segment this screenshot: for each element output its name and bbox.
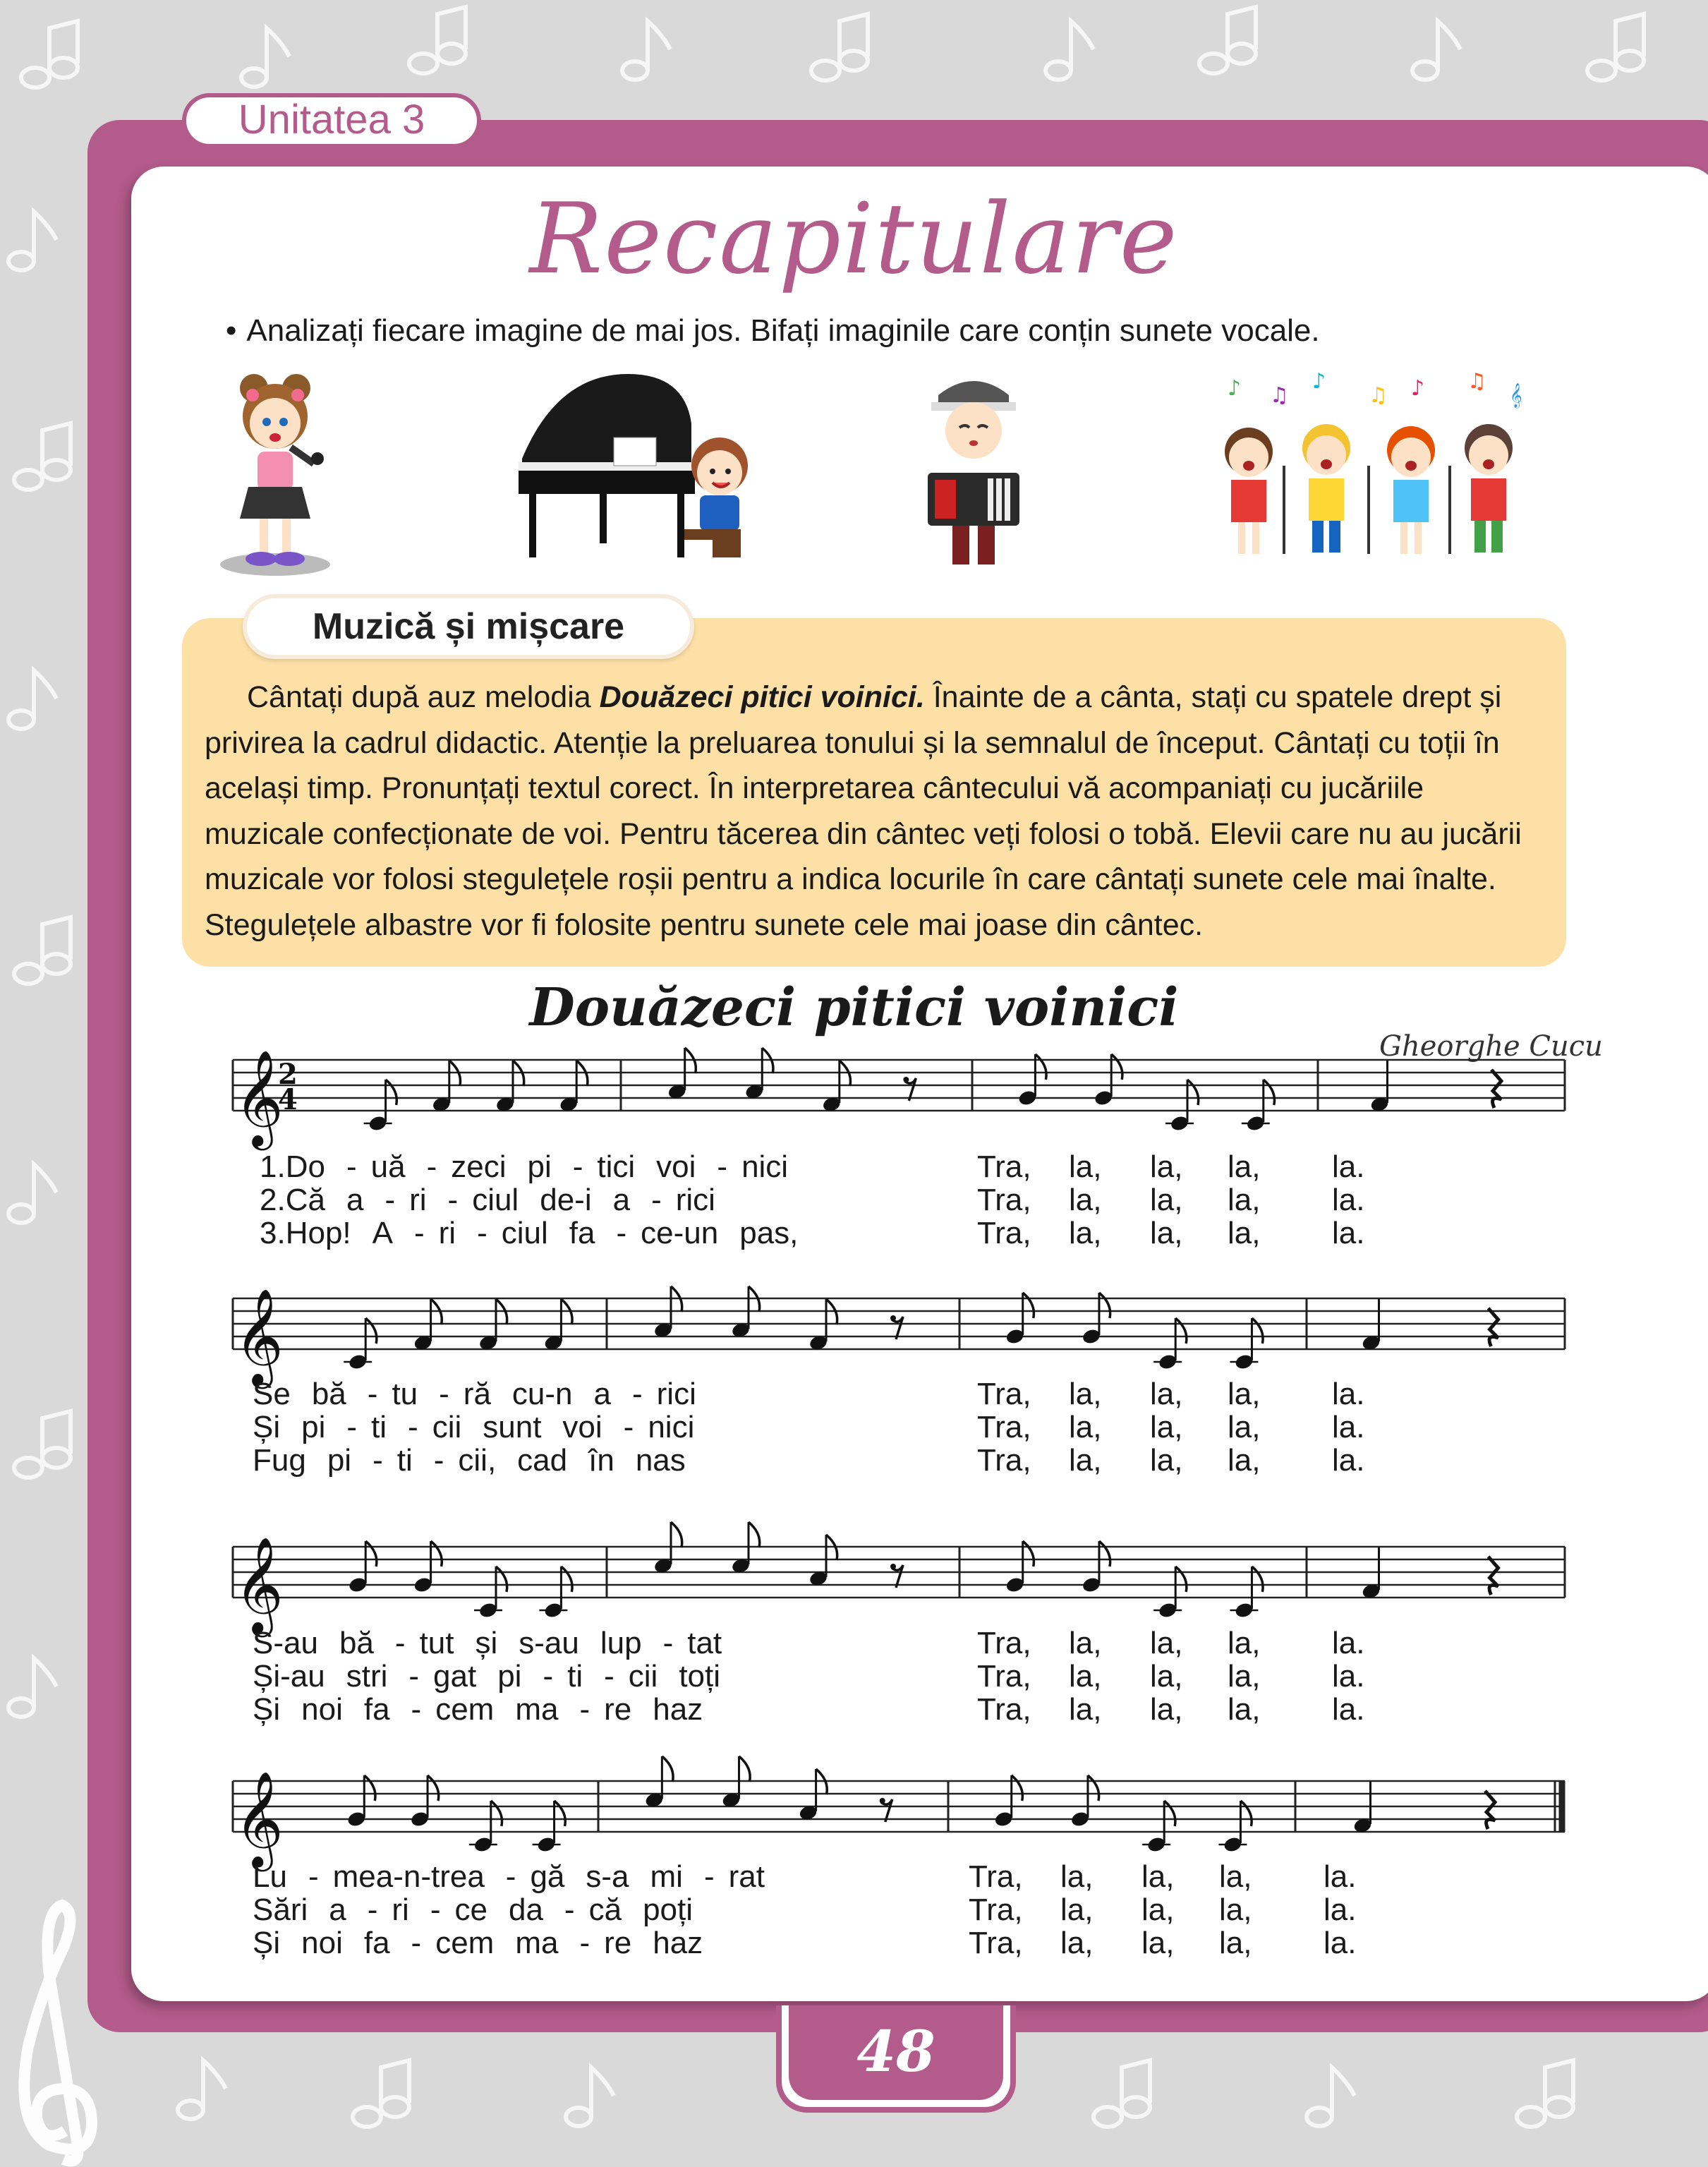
lyric-syllable: ciul (501, 1216, 548, 1250)
refrain-syllable: Tra, (969, 1926, 1023, 1960)
lyric-syllable: nici (648, 1410, 695, 1444)
refrain-syllable: la, (1069, 1377, 1102, 1411)
refrain-syllable: la. (1332, 1626, 1365, 1660)
lyric-syllable: gat (433, 1659, 477, 1694)
refrain-syllable: la, (1069, 1626, 1102, 1660)
lyric-syllable: pas, (739, 1216, 799, 1250)
lyric-line (260, 1217, 819, 1250)
lyric-syllable: poți (643, 1893, 694, 1927)
lyric-line (253, 1860, 786, 1894)
refrain-syllable: la, (1150, 1149, 1183, 1184)
refrain-syllable: la, (1150, 1659, 1183, 1694)
lyric-syllable: cad (517, 1443, 568, 1478)
lyric-line (253, 1893, 714, 1927)
refrain-syllable: la. (1332, 1443, 1365, 1478)
lyric-syllable: cii (628, 1659, 658, 1694)
refrain-syllable: la, (1069, 1692, 1102, 1727)
lyric-syllable: a (329, 1893, 346, 1927)
refrain-syllable: la, (1228, 1443, 1261, 1478)
refrain-syllable: Tra, (977, 1443, 1031, 1478)
lyric-line (253, 1660, 741, 1694)
lyric-syllable: re (604, 1692, 632, 1727)
refrain-syllable: la, (1150, 1626, 1183, 1660)
lyric-syllable: pi (301, 1410, 326, 1444)
refrain-syllable: la, (1141, 1859, 1175, 1894)
eighth-rest-dot (890, 1315, 896, 1321)
lyric-syllable: a (593, 1377, 611, 1411)
refrain-syllable: la. (1332, 1183, 1365, 1217)
refrain-syllable: la, (1141, 1893, 1175, 1927)
note-flag (1252, 1318, 1263, 1344)
lyric-syllable: - (564, 1893, 575, 1927)
lyric-syllable: ti (567, 1659, 583, 1694)
lyric-syllable: - (408, 1410, 418, 1444)
lyric-syllable: - (439, 1377, 449, 1411)
refrain-syllable: la, (1150, 1410, 1183, 1444)
lyric-syllable: 3.Hop! (260, 1216, 351, 1250)
lyric-syllable: - (433, 1443, 444, 1478)
lyric-syllable: - (367, 1377, 378, 1411)
refrain-syllable: la, (1069, 1410, 1102, 1444)
refrain-syllable: la, (1060, 1893, 1094, 1927)
lyric-syllable: - (623, 1410, 634, 1444)
note-flag (1035, 1054, 1046, 1080)
lyric-syllable: a (612, 1183, 631, 1217)
note-flag (1012, 1775, 1023, 1801)
lyric-syllable: bă (339, 1626, 374, 1660)
lyric-syllable: - (651, 1183, 662, 1217)
unit-label: Unitatea 3 (238, 97, 425, 143)
lyric-syllable: - (447, 1183, 459, 1217)
lyric-line (253, 1411, 715, 1444)
note-flag (739, 1756, 750, 1782)
lyric-syllable: - (543, 1659, 554, 1694)
lyric-syllable: - (572, 1149, 583, 1184)
lyric-syllable: mea-n-trea (332, 1859, 485, 1894)
refrain-syllable: la, (1060, 1926, 1094, 1960)
refrain-syllable: la, (1060, 1859, 1094, 1894)
lyric-syllable: pi (527, 1149, 552, 1184)
treble-clef-icon: 𝄞 (234, 1287, 284, 1384)
lyric-syllable: și (475, 1626, 498, 1660)
lyric-syllable: rici (675, 1183, 715, 1217)
refrain-syllable: Tra, (977, 1659, 1031, 1694)
lyric-syllable: că (588, 1893, 622, 1927)
lyric-syllable: cii (432, 1410, 462, 1444)
quarter-rest (1485, 1791, 1495, 1829)
refrain-syllable: la. (1332, 1659, 1365, 1694)
lyric-syllable: sunt (483, 1410, 542, 1444)
lyric-syllable: 2.Că (260, 1183, 325, 1217)
svg-text:♫: ♫ (1270, 383, 1289, 408)
lyric-syllable: s-au (519, 1626, 579, 1660)
lyric-syllable: Și (253, 1692, 281, 1727)
lyric-syllable: haz (653, 1692, 703, 1727)
refrain-syllable: Tra, (969, 1859, 1023, 1894)
lyric-syllable: S-au (253, 1626, 318, 1660)
note-flag (1099, 1293, 1110, 1318)
lyric-syllable: gă (530, 1859, 565, 1894)
refrain-syllable: la, (1069, 1659, 1102, 1694)
lyric-syllable: cii, (458, 1443, 497, 1478)
quarter-rest (1491, 1070, 1501, 1108)
lyric-line (253, 1444, 707, 1478)
refrain-syllable: la. (1324, 1859, 1357, 1894)
refrain-syllable: la, (1219, 1859, 1252, 1894)
refrain-syllable: la, (1150, 1183, 1183, 1217)
lyric-syllable: ce (454, 1893, 487, 1927)
refrain-syllable: Tra, (977, 1692, 1031, 1727)
refrain-syllable: Tra, (977, 1149, 1031, 1184)
lyric-syllable: ri (409, 1183, 427, 1217)
lyric-syllable: Fug (253, 1443, 306, 1478)
note-flag (1175, 1567, 1187, 1592)
note-flag (561, 1567, 572, 1592)
note-flag (1023, 1541, 1034, 1567)
lyric-syllable: a (346, 1183, 364, 1217)
lyric-syllable: - (414, 1216, 425, 1250)
note-flag (1088, 1775, 1099, 1801)
lyric-syllable: - (411, 1692, 422, 1727)
section-title: Muzică și mișcare (243, 594, 694, 659)
lyric-syllable: pi (327, 1443, 352, 1478)
refrain-syllable: la, (1069, 1216, 1102, 1250)
lyric-syllable: - (632, 1377, 643, 1411)
svg-text:♪: ♪ (1411, 376, 1425, 401)
lyric-syllable: ră (463, 1377, 491, 1411)
lyric-syllable: - (430, 1893, 441, 1927)
lyric-syllable: - (579, 1926, 590, 1960)
lyric-syllable: - (426, 1149, 437, 1184)
note-flag (1023, 1293, 1034, 1318)
lyric-syllable: ti (396, 1443, 413, 1478)
lyric-syllable: pi (497, 1659, 522, 1694)
eighth-rest-dot (903, 1077, 909, 1082)
note-flag (662, 1756, 673, 1782)
refrain-syllable: la, (1228, 1149, 1261, 1184)
lyric-syllable: voi (656, 1149, 696, 1184)
lyric-syllable: re (604, 1926, 632, 1960)
lyric-syllable: - (384, 1183, 396, 1217)
lyric-syllable: în (588, 1443, 614, 1478)
svg-text:♫: ♫ (1467, 369, 1486, 394)
lyric-syllable: - (408, 1659, 420, 1694)
note-flag (1240, 1801, 1252, 1826)
lyric-syllable: cem (435, 1926, 495, 1960)
instruction-text: Analizați fiecare imagine de mai jos. Bifați imaginile care conțin sunete vocale. (246, 313, 1320, 348)
note-flag (1164, 1801, 1175, 1826)
refrain-syllable: la, (1228, 1410, 1261, 1444)
lyric-syllable: Și (253, 1410, 281, 1444)
refrain-syllable: Tra, (977, 1216, 1031, 1250)
note-flag (1187, 1080, 1199, 1105)
section-text-body: Înainte de a cânta, stați cu spatele drept și privirea la cadrul didactic. Atenție la preluarea tonului și la semnalul de început. Cântați cu toții în același timp. Pronunțați textul corect. În interpretarea cântecului vă acompaniați cu jucăriile muzicale confecționate de voi. Pentru tăcerea din cântec veți folosi o tobă. Elevii care nu au jucării muzicale vor folosi stegulețele roșii pentru a indica locurile în care cântați sunete cele mai înalte. Stegulețele albastre vor fi folosite pentru sunete cele mai joase din cântec. (205, 680, 1522, 942)
lyric-syllable: bă (311, 1377, 346, 1411)
refrain-syllable: la, (1150, 1216, 1183, 1250)
lyric-syllable: ma (515, 1692, 559, 1727)
quarter-rest (1489, 1308, 1498, 1346)
lyric-syllable: nas (635, 1443, 686, 1478)
note-flag (431, 1541, 442, 1567)
lyric-syllable: - (703, 1859, 715, 1894)
lyric-syllable: ti (371, 1410, 387, 1444)
refrain-syllable: la, (1219, 1893, 1252, 1927)
lyric-syllable: A (372, 1216, 393, 1250)
note-flag (749, 1522, 760, 1547)
refrain-syllable: la. (1332, 1410, 1365, 1444)
lyric-syllable: zeci (451, 1149, 507, 1184)
lyric-syllable: voi (562, 1410, 602, 1444)
lyric-syllable: - (616, 1216, 627, 1250)
refrain-syllable: la, (1228, 1659, 1261, 1694)
lyric-syllable: tat (687, 1626, 722, 1660)
refrain-syllable: Tra, (977, 1377, 1031, 1411)
note-flag (555, 1801, 566, 1826)
note-flag (496, 1567, 507, 1592)
refrain-syllable: la. (1332, 1149, 1365, 1184)
svg-text:♫: ♫ (1369, 383, 1388, 408)
refrain-syllable: la. (1332, 1216, 1365, 1250)
note-flag (365, 1318, 377, 1344)
lyric-syllable: toți (679, 1659, 721, 1694)
bullet-marker: • (226, 313, 237, 348)
lyric-syllable: tici (597, 1149, 636, 1184)
eighth-rest-dot (890, 1564, 896, 1569)
section-text-intro: Cântați după auz melodia (247, 680, 600, 714)
refrain-syllable: Tra, (977, 1410, 1031, 1444)
lyric-syllable: - (662, 1626, 674, 1660)
time-signature-bottom: 4 (278, 1083, 298, 1116)
lyric-syllable: - (346, 1149, 357, 1184)
lyric-syllable: - (604, 1659, 614, 1694)
lyric-syllable: Lu (253, 1859, 287, 1894)
refrain-syllable: la, (1069, 1443, 1102, 1478)
lyric-syllable: s-a (586, 1859, 629, 1894)
lyric-syllable: - (346, 1410, 358, 1444)
lyric-syllable: - (411, 1926, 422, 1960)
refrain-syllable: la, (1228, 1216, 1261, 1250)
lyric-syllable: - (367, 1893, 378, 1927)
refrain-syllable: Tra, (977, 1626, 1031, 1660)
refrain-syllable: Tra, (977, 1183, 1031, 1217)
lyric-syllable: rici (656, 1377, 696, 1411)
note-flag (1111, 1054, 1122, 1080)
lyric-syllable: ma (515, 1926, 559, 1960)
refrain-syllable: la, (1150, 1443, 1183, 1478)
lyric-syllable: rat (728, 1859, 765, 1894)
note-flag (1175, 1318, 1187, 1344)
lyric-line (253, 1377, 717, 1411)
lyric-syllable: - (717, 1149, 728, 1184)
lyric-syllable: Și-au (253, 1659, 325, 1694)
lyric-syllable: cem (435, 1692, 495, 1727)
lyric-syllable: Se (253, 1377, 291, 1411)
lyric-syllable: - (308, 1859, 319, 1894)
quarter-rest (1489, 1557, 1498, 1595)
lyric-line (253, 1926, 724, 1960)
lyric-syllable: - (373, 1443, 383, 1478)
refrain-syllable: la, (1228, 1692, 1261, 1727)
lyric-line (253, 1626, 743, 1660)
lyric-syllable: haz (653, 1926, 703, 1960)
refrain-syllable: la, (1141, 1926, 1175, 1960)
lyric-syllable: tu (392, 1377, 418, 1411)
treble-clef-icon: 𝄞 (234, 1770, 284, 1867)
song-title: Douăzeci pitici voinici (529, 977, 1179, 1038)
treble-clef-icon: 𝄞 (234, 1535, 284, 1633)
note-flag (365, 1541, 377, 1567)
lyric-syllable: Sări (253, 1893, 308, 1927)
lyric-syllable: ri (392, 1893, 409, 1927)
treble-clef-icon: 𝄞 (234, 1049, 284, 1146)
refrain-syllable: la, (1228, 1183, 1261, 1217)
refrain-syllable: la. (1324, 1926, 1357, 1960)
svg-text:♪: ♪ (1312, 369, 1326, 394)
lyric-syllable: de-i (540, 1183, 592, 1217)
lyric-syllable: mi (650, 1859, 683, 1894)
refrain-syllable: la. (1324, 1893, 1357, 1927)
lyric-syllable: - (505, 1859, 516, 1894)
lyric-syllable: uă (370, 1149, 406, 1184)
page-title: Recapitulare (529, 182, 1179, 296)
note-flag (386, 1080, 397, 1105)
refrain-syllable: Tra, (969, 1893, 1023, 1927)
lyric-syllable: - (394, 1626, 406, 1660)
refrain-syllable: la. (1332, 1377, 1365, 1411)
lyric-syllable: - (477, 1216, 487, 1250)
lyric-line (260, 1150, 809, 1184)
lyric-syllable: ciul (472, 1183, 519, 1217)
refrain-syllable: la, (1228, 1626, 1261, 1660)
svg-text:𝄞: 𝄞 (1510, 383, 1522, 408)
section-song-name: Douăzeci pitici voinici. (599, 680, 925, 714)
note-flag (491, 1801, 502, 1826)
lyric-line (253, 1693, 724, 1727)
eighth-rest-dot (880, 1798, 885, 1804)
note-flag (1252, 1567, 1263, 1592)
refrain-syllable: la, (1228, 1377, 1261, 1411)
note-flag (364, 1775, 375, 1801)
note-flag (1099, 1541, 1110, 1567)
lyric-line (260, 1183, 737, 1217)
refrain-syllable: la, (1069, 1183, 1102, 1217)
page-number: 48 (789, 2005, 1003, 2100)
lyric-syllable: ce-un (641, 1216, 719, 1250)
lyric-syllable: cu-n (511, 1377, 573, 1411)
refrain-syllable: la. (1332, 1692, 1365, 1727)
lyric-syllable: fa (363, 1692, 390, 1727)
note-flag (428, 1775, 439, 1801)
lyric-syllable: lup (600, 1626, 642, 1660)
time-signature-top: 2 (278, 1058, 298, 1091)
lyric-syllable: 1.Do (260, 1149, 325, 1184)
lyric-syllable: - (579, 1692, 590, 1727)
lyric-syllable: tut (419, 1626, 454, 1660)
note-flag (1264, 1080, 1275, 1105)
refrain-syllable: la, (1219, 1926, 1252, 1960)
note-flag (671, 1522, 682, 1547)
refrain-syllable: la, (1150, 1692, 1183, 1727)
refrain-syllable: la, (1150, 1377, 1183, 1411)
lyric-syllable: fa (363, 1926, 390, 1960)
lyric-syllable: Și (253, 1926, 281, 1960)
lyric-syllable: nici (741, 1149, 789, 1184)
lyric-syllable: da (508, 1893, 543, 1927)
lyric-syllable: stri (346, 1659, 388, 1694)
lyric-syllable: fa (569, 1216, 595, 1250)
lyric-syllable: noi (301, 1692, 343, 1727)
composer: Gheorghe Cucu (1379, 1030, 1603, 1063)
refrain-syllable: la, (1069, 1149, 1102, 1184)
lyric-syllable: noi (301, 1926, 343, 1960)
lyric-syllable: ri (438, 1216, 456, 1250)
svg-text:♪: ♪ (1228, 376, 1242, 401)
